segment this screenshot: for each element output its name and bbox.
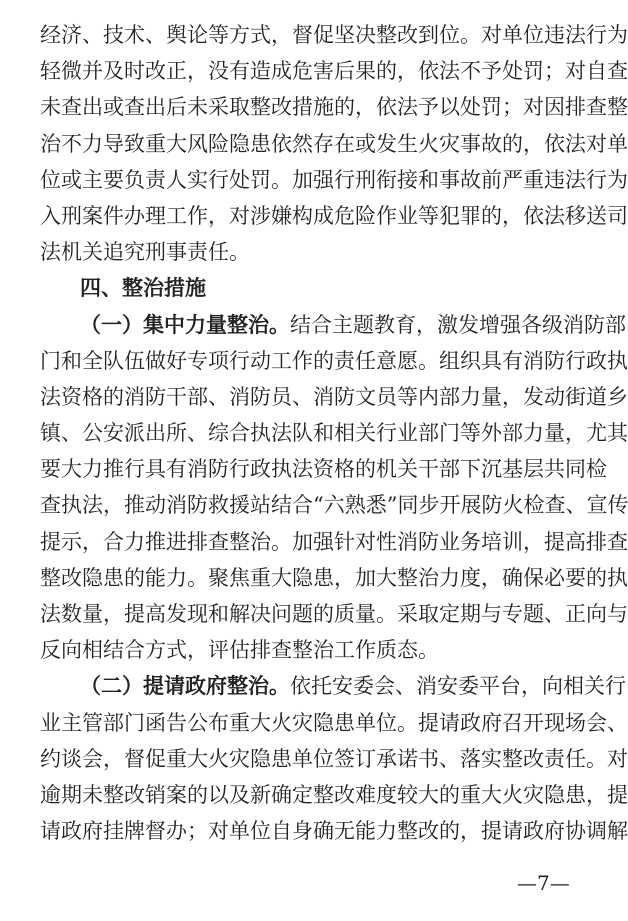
text-line: 镇、公安派出所、综合执法队和相关行业部门等外部力量，尤其 xyxy=(40,421,628,446)
text-line: 经济、技术、舆论等方式，督促坚决整改到位。对单位违法行为 xyxy=(40,23,628,47)
page-number: —7— xyxy=(517,871,570,895)
text-line xyxy=(40,307,626,343)
text-line: 门和全队伍做好专项行动工作的责任意愿。组织具有消防行政执 xyxy=(40,348,628,373)
text-line xyxy=(40,668,626,704)
text-line: 法资格的消防干部、消防员、消防文员等内部力量，发动街道乡 xyxy=(40,384,628,409)
text-line: 约谈会，督促重大火灾隐患单位签订承诺书、落实整改责任。对 xyxy=(40,746,628,771)
text-line: 未查出或查出后未采取整改措施的，依法予以处罚；对因排查整 xyxy=(40,95,628,120)
text-span: 结合主题教育，激发增强各级消防部 xyxy=(290,312,626,337)
text-line: 逾期未整改销案的以及新确定整改难度较大的重大火灾隐患，提 xyxy=(40,782,628,807)
text-line: 位或主要负责人实行处罚。加强行刑衔接和事故前严重违法行为 xyxy=(40,167,628,192)
text-line: 整改隐患的能力。聚焦重大隐患，加大整治力度，确保必要的执 xyxy=(40,565,628,590)
text-line: 请政府挂牌督办；对单位自身确无能力整改的，提请政府协调解 xyxy=(40,819,628,844)
text-line: 查执法，推动消防救援站结合“六熟悉”同步开展防火检查、宣传 xyxy=(40,493,628,518)
text-line: 治不力导致重大风险隐患依然存在或发生火灾事故的，依法对单 xyxy=(40,131,628,156)
text-line: 业主管部门函告公布重大火灾隐患单位。提请政府召开现场会、 xyxy=(40,710,628,735)
text-line: 入刑案件办理工作，对涉嫌构成危险作业等犯罪的，依法移送司 xyxy=(40,203,628,228)
text-line: 法数量，提高发现和解决问题的质量。采取定期与专题、正向与 xyxy=(40,602,628,626)
text-span: 依托安委会、消安委平台，向相关行 xyxy=(290,674,626,699)
subsection-title: （二）提请政府整治。 xyxy=(80,673,290,699)
text-line: 法机关追究刑事责任。 xyxy=(40,240,250,265)
text-line: 反向相结合方式，评估排查整治工作质态。 xyxy=(40,638,439,663)
text-line: 提示，合力推进排查整治。加强针对性消防业务培训，提高排查 xyxy=(40,529,628,554)
document-page xyxy=(40,17,628,849)
section-heading: 四、整治措施 xyxy=(80,275,206,301)
subsection-title: （一）集中力量整治。 xyxy=(80,311,290,337)
text-line: 要大力推行具有消防行政执法资格的机关干部下沉基层共同检 xyxy=(40,457,607,482)
text-line: 轻微并及时改正，没有造成危害后果的，依法不予处罚；对自查 xyxy=(40,59,628,84)
